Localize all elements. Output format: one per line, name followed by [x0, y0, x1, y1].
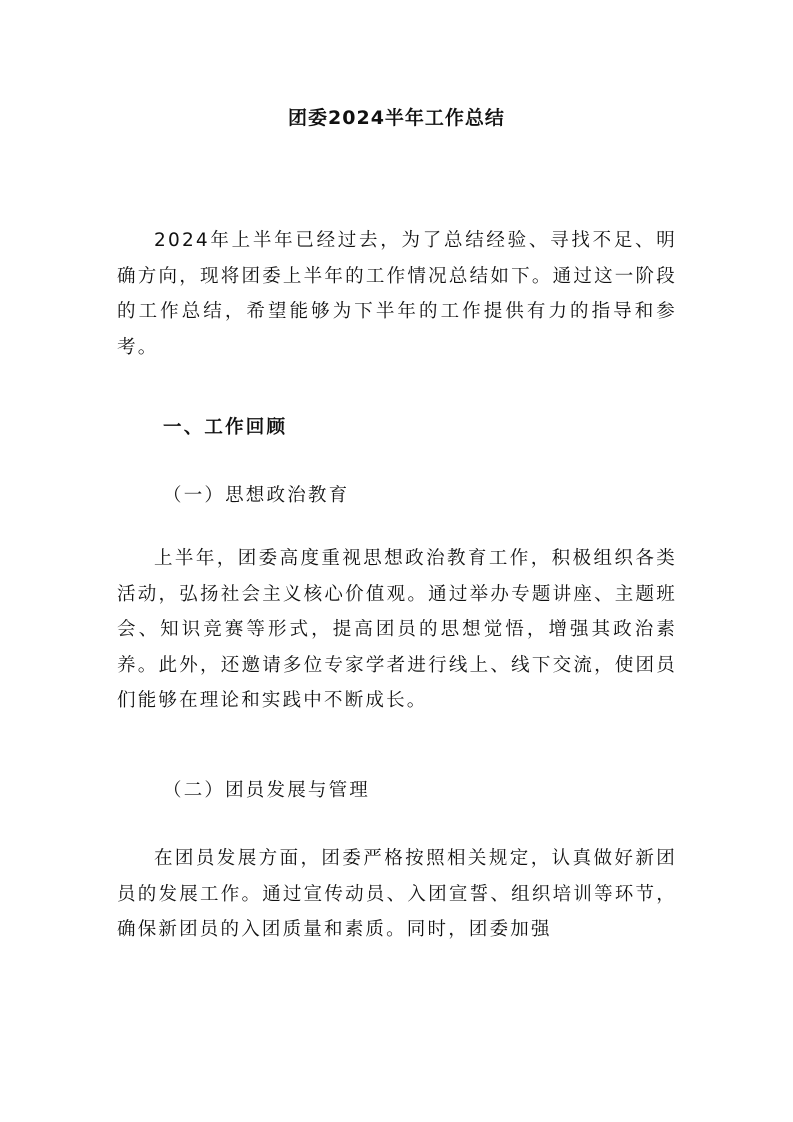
intro-paragraph: 2024年上半年已经过去，为了总结经验、寻找不足、明确方向，现将团委上半年的工作情况总结如下。通过这一阶段的工作总结，希望能够为下半年的工作提供有力的指导和参考。: [117, 230, 677, 358]
subsection-heading-member-management: （二）团员发展与管理: [163, 780, 371, 801]
document-title: 团委2024半年工作总结: [288, 107, 505, 129]
section-heading-work-review: 一、工作回顾: [163, 417, 288, 438]
member-management-paragraph: 在团员发展方面，团委严格按照相关规定，认真做好新团员的发展工作。通过宣传动员、入团宣誓、组织培训等环节，确保新团员的入团质量和素质。同时，团委加强: [117, 848, 677, 940]
subsection-heading-political-education: （一）思想政治教育: [163, 485, 350, 506]
political-education-paragraph: 上半年，团委高度重视思想政治教育工作，积极组织各类活动，弘扬社会主义核心价值观。通过举办专题讲座、主题班会、知识竞赛等形式，提高团员的思想觉悟，增强其政治素养。此外，还邀请多位专家学者进行线上、线下交流，使团员们能够在理论和实践中不断成长。: [117, 548, 677, 711]
